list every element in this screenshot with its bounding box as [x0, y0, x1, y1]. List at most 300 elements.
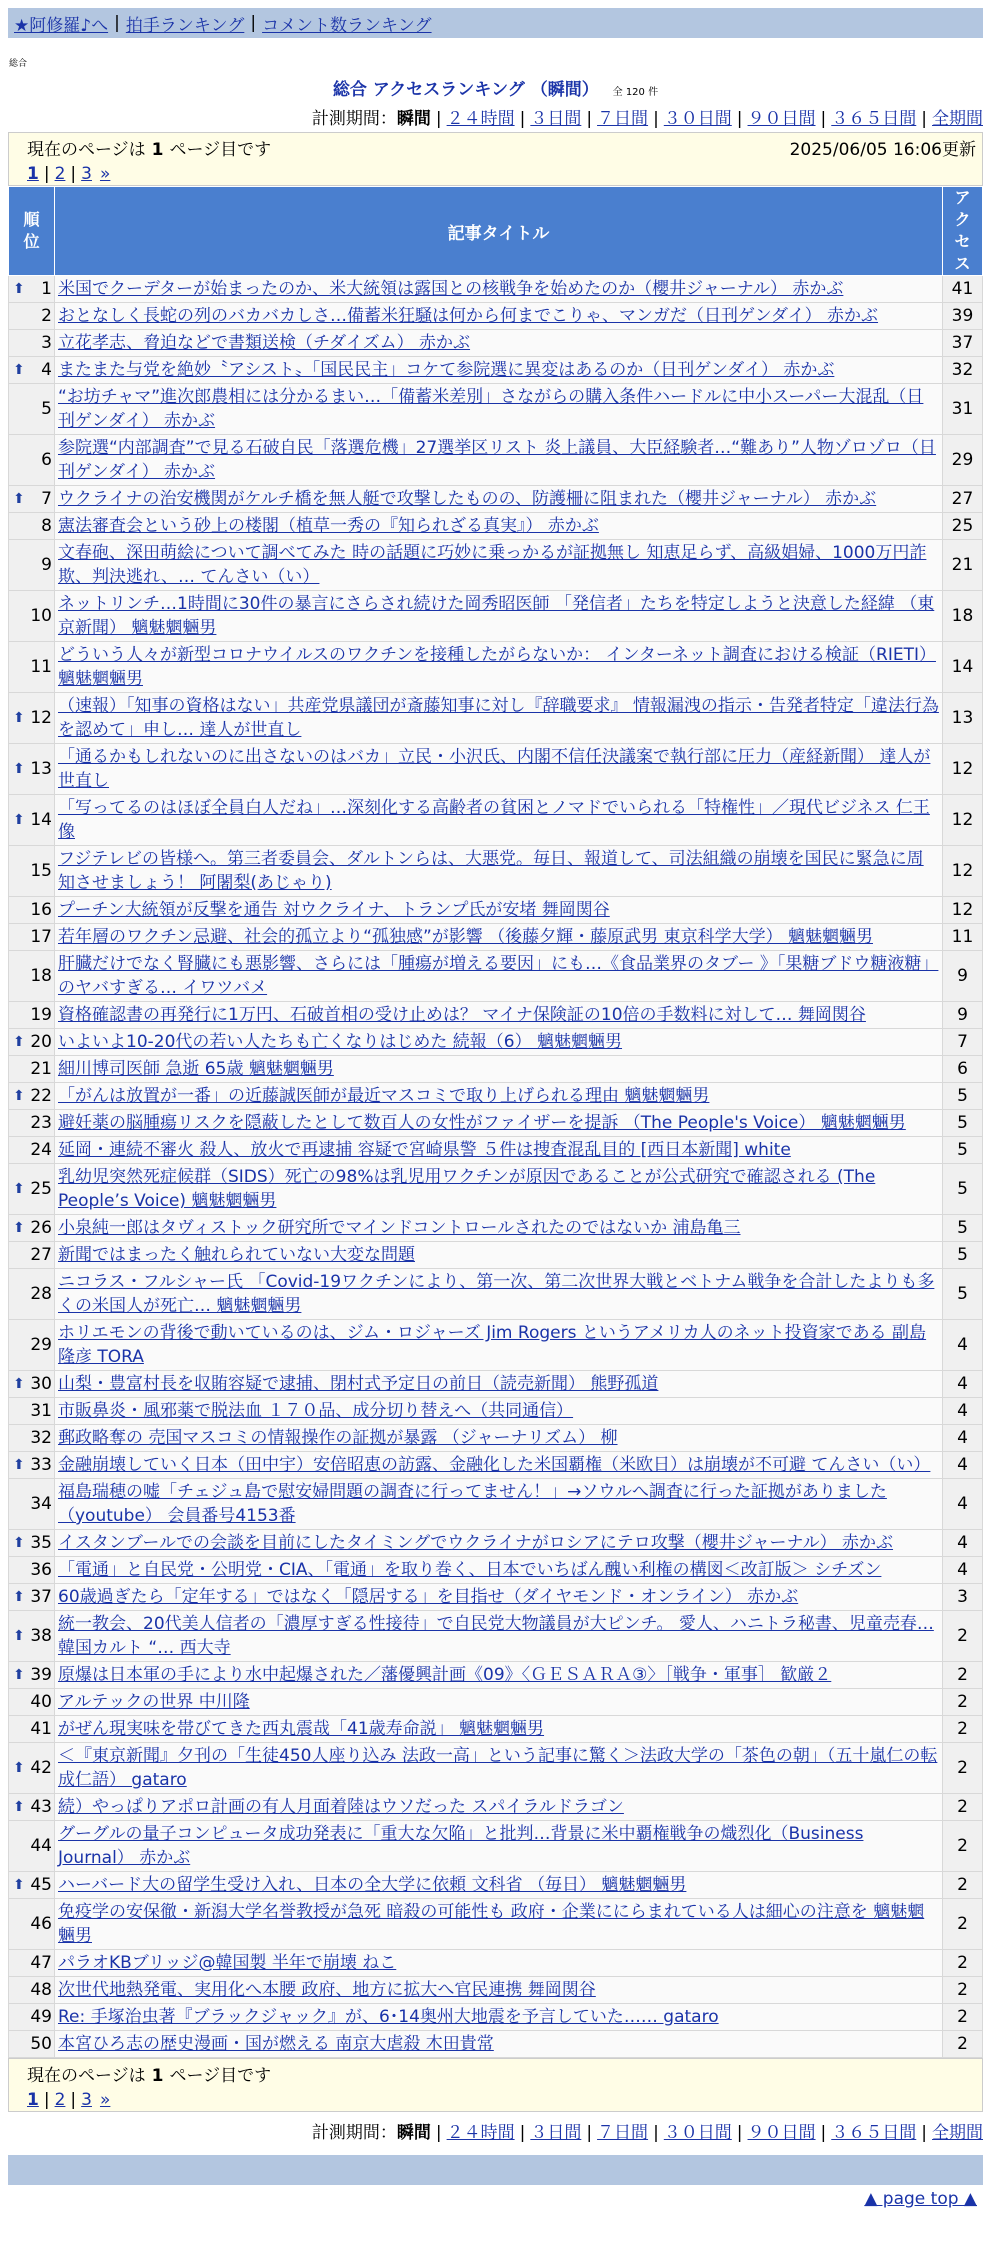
rank-number: 3: [41, 333, 52, 353]
title-cell: [55, 1662, 943, 1689]
access-count: 11: [943, 924, 983, 951]
rank-number: 32: [30, 1428, 52, 1448]
rank-cell: [9, 1215, 55, 1242]
article-title-link[interactable]: 若年層のワクチン忌避、社会的孤立より“孤独感”が影響 （後藤夕輝・藤原武男 東京科学大学） 魑魅魍魎男: [58, 927, 873, 947]
access-count: 13: [943, 693, 983, 744]
rank-cell: [9, 642, 55, 693]
rank-cell: [9, 1164, 55, 1215]
title-cell: [55, 1452, 943, 1479]
article-title-link[interactable]: 文春砲、深田萌絵について調べてみた 時の話題に巧妙に乗っかるが証拠無し 知恵足らず、高級娼婦、1000万円詐欺、判決逃れ、… てんさい（い）: [58, 543, 927, 587]
access-count: 12: [943, 795, 983, 846]
rank-number: 24: [30, 1140, 52, 1160]
table-row: [9, 357, 983, 384]
access-count: 27: [943, 486, 983, 513]
applause-ranking-link[interactable]: 拍手ランキング: [125, 15, 245, 36]
period-separator: |: [653, 2123, 659, 2143]
title-cell: [55, 1029, 943, 1056]
table-row: [9, 1110, 983, 1137]
period-option-link[interactable]: ３日間: [530, 109, 582, 129]
article-title-link[interactable]: ＜『東京新聞』夕刊の「生徒450人座り込み 法政一高」という記事に驚く＞法政大学の「茶色の朝」（五十嵐仁の転成仁語） gataro: [58, 1746, 938, 1790]
access-count: 12: [943, 744, 983, 795]
access-count: 18: [943, 591, 983, 642]
ranking-table: [8, 186, 983, 2058]
table-row: [9, 1872, 983, 1899]
title-cell: [55, 1083, 943, 1110]
table-row: [9, 1530, 983, 1557]
access-count: 4: [943, 1479, 983, 1530]
table-row: [9, 1137, 983, 1164]
rank-cell: [9, 486, 55, 513]
rank-cell: [9, 795, 55, 846]
article-title-link[interactable]: アルテックの世界 中川隆: [58, 1692, 250, 1712]
rank-number: 29: [30, 1335, 52, 1355]
article-title-link[interactable]: プーチン大統領が反撃を通告 対ウクライナ、トランプ氏が安堵 舞岡関谷: [58, 900, 610, 920]
table-row: [9, 924, 983, 951]
article-title-link[interactable]: いよいよ10-20代の若い人たちも亡くなりはじめた 続報（6） 魑魅魍魎男: [58, 1032, 623, 1052]
rank-cell: [9, 1662, 55, 1689]
rank-cell: [9, 1002, 55, 1029]
period-label: 計測期間：: [311, 109, 397, 129]
title-cell: [55, 1479, 943, 1530]
title-cell: [55, 846, 943, 897]
up-arrow-icon: ⬆: [13, 761, 25, 777]
title-cell: [55, 1872, 943, 1899]
article-title-link[interactable]: 資格確認書の再発行に1万円、石破首相の受け止めは？ マイナ保険証の10倍の手数料に対して… 舞岡関谷: [58, 1005, 866, 1025]
table-row: [9, 2031, 983, 2058]
access-count: 4: [943, 1320, 983, 1371]
comment-ranking-link[interactable]: コメント数ランキング: [262, 15, 432, 36]
table-row: [9, 693, 983, 744]
nav-separator: |: [114, 13, 120, 33]
title-cell: [55, 951, 943, 1002]
table-row: [9, 276, 983, 303]
access-count: 4: [943, 1452, 983, 1479]
page-link-2[interactable]: 2: [54, 164, 66, 184]
access-count: 21: [943, 540, 983, 591]
access-count: 9: [943, 1002, 983, 1029]
access-count: 2: [943, 1611, 983, 1662]
access-count: 2: [943, 1872, 983, 1899]
article-title-link[interactable]: 「がんは放置が一番」の近藤誠医師が最近マスコミで取り上げられる理由 魑魅魍魎男: [58, 1086, 710, 1106]
rank-cell: [9, 1794, 55, 1821]
title-cell: [55, 1371, 943, 1398]
period-separator: |: [586, 2123, 593, 2143]
period-option-link[interactable]: ３日間: [530, 2123, 582, 2143]
rank-number: 5: [41, 399, 52, 419]
title-cell: [55, 1689, 943, 1716]
access-count: 4: [943, 1371, 983, 1398]
next-page-link[interactable]: »: [99, 2090, 111, 2110]
rank-number: 16: [30, 900, 52, 920]
rank-cell: [9, 897, 55, 924]
period-separator: |: [519, 2123, 526, 2143]
table-row: [9, 384, 983, 435]
article-title-link[interactable]: 市販鼻炎・風邪薬で脱法血 １７０品、成分切り替えへ（共同通信）: [58, 1401, 574, 1421]
article-title-link[interactable]: （速報）「知事の資格はない」共産党県議団が斎藤知事に対し『辞職要求』 情報漏洩の指示・告発者特定「違法行為を認めて」申し… 達人が世直し: [58, 696, 939, 740]
table-row: [9, 951, 983, 1002]
rank-number: 15: [30, 861, 52, 881]
period-option-link[interactable]: ９０日間: [747, 109, 816, 129]
rank-number: 34: [30, 1494, 52, 1514]
access-count: 2: [943, 1821, 983, 1872]
rank-number: 37: [30, 1587, 52, 1607]
title-cell: [55, 744, 943, 795]
title-cell: [55, 540, 943, 591]
article-title-link[interactable]: 細川博司医師 急逝 65歳 魑魅魍魎男: [58, 1059, 334, 1079]
access-count: 2: [943, 1950, 983, 1977]
title-cell: [55, 924, 943, 951]
rank-cell: [9, 924, 55, 951]
rank-cell: [9, 1452, 55, 1479]
rank-number: 36: [30, 1560, 52, 1580]
period-option-link[interactable]: ３０日間: [663, 109, 732, 129]
rank-cell: [9, 1530, 55, 1557]
article-title-link[interactable]: 米国でクーデターが始まったのか、米大統領は露国との核戦争を始めたのか（櫻井ジャーナル） 赤かぶ: [58, 279, 844, 299]
article-title-link[interactable]: 山梨・豊富村長を収賄容疑で逮捕、閉村式予定日の前日（読売新聞） 熊野孤道: [58, 1374, 659, 1394]
period-option-link[interactable]: ３６５日間: [831, 2123, 917, 2143]
rank-number: 30: [30, 1374, 52, 1394]
table-row: [9, 1479, 983, 1530]
period-option-link[interactable]: ９０日間: [747, 2123, 816, 2143]
up-arrow-icon: ⬆: [13, 1457, 25, 1473]
rank-number: 48: [30, 1980, 52, 2000]
table-row: [9, 435, 983, 486]
article-title-link[interactable]: 免疫学の安保徹・新潟大学名誉教授が急死 暗殺の可能性も 政府・企業ににらまれている人は細心の注意を 魑魅魍魎男: [58, 1902, 925, 1946]
total-count: 全 120 件: [612, 87, 659, 98]
period-separator: |: [921, 109, 927, 129]
title-cell: [55, 1242, 943, 1269]
title-cell: [55, 330, 943, 357]
rank-number: 9: [41, 555, 52, 575]
article-title-link[interactable]: 原爆は日本軍の手により水中起爆された／藩優興計画《09》〈ＧＥＳＡＲＡ③〉［戦争・軍事］ 歓厳２: [58, 1665, 832, 1685]
access-header: アクセス: [943, 187, 983, 276]
article-title-link[interactable]: フジテレビの皆様へ。第三者委員会、ダルトンらは、大悪党。毎日、報道して、司法組織の崩壊を国民に緊急に周知させましょう！ 阿闍梨(あじゃり): [58, 849, 924, 893]
period-option-link[interactable]: ３６５日間: [831, 109, 917, 129]
access-count: 12: [943, 897, 983, 924]
table-row: [9, 330, 983, 357]
title-cell: [55, 1110, 943, 1137]
page-title: 総合 アクセスランキング （瞬間）: [332, 80, 599, 100]
table-row: [9, 1242, 983, 1269]
rank-cell: [9, 744, 55, 795]
article-title-link[interactable]: 続）やっぱりアポロ計画の有人月面着陸はウソだった スパイラルドラゴン: [58, 1797, 624, 1817]
article-title-link[interactable]: パラオKBブリッジ@韓国製 半年で崩壊 ねこ: [58, 1953, 397, 1973]
rank-number: 45: [30, 1875, 52, 1895]
pagination-separator: |: [70, 164, 77, 184]
up-arrow-icon: ⬆: [13, 1535, 25, 1551]
table-row: [9, 1056, 983, 1083]
title-header: 記事タイトル: [55, 187, 943, 276]
table-row: [9, 1611, 983, 1662]
rank-cell: [9, 1110, 55, 1137]
article-title-link[interactable]: 次世代地熱発電、実用化へ本腰 政府、地方に拡大へ官民連携 舞岡関谷: [58, 1980, 596, 2000]
article-title-link[interactable]: 避妊薬の脳腫瘍リスクを隠蔽したとして数百人の女性がファイザーを提訴 （The People's Voice） 魑魅魍魎男: [58, 1113, 906, 1133]
article-title-link[interactable]: 「電通」と自民党・公明党・CIA、「電通」を取り巻く、日本でいちばん醜い利権の構図＜改訂版＞ シチズン: [58, 1560, 882, 1580]
rank-number: 43: [30, 1797, 52, 1817]
up-arrow-icon: ⬆: [13, 362, 25, 378]
period-selector-bottom: [0, 2118, 983, 2143]
article-title-link[interactable]: がぜん現実味を帯びてきた西丸震哉「41歳寿命説」 魑魅魍魎男: [58, 1719, 545, 1739]
period-option-link[interactable]: ２４時間: [446, 2123, 515, 2143]
rank-cell: [9, 435, 55, 486]
table-row: [9, 642, 983, 693]
article-title-link[interactable]: 立花孝志、脅迫などで書類送検（チダイズム） 赤かぶ: [58, 333, 471, 353]
table-row: [9, 1002, 983, 1029]
rank-number: 41: [30, 1719, 52, 1739]
title-cell: [55, 1584, 943, 1611]
table-row: [9, 1899, 983, 1950]
pager-text-after: ページ目です: [169, 2066, 272, 2086]
rank-header: 順位: [9, 187, 55, 276]
pager-current-page: 1: [151, 2066, 164, 2086]
access-count: 5: [943, 1215, 983, 1242]
article-title-link[interactable]: ホリエモンの背後で動いているのは、ジム・ロジャーズ Jim Rogers というアメリカ人のネット投資家である 副島隆彦 TORA: [58, 1323, 927, 1367]
next-page-link[interactable]: »: [99, 164, 111, 184]
bottom-bar: [8, 2155, 983, 2209]
access-count: 5: [943, 1137, 983, 1164]
top-nav-bar: [8, 8, 983, 38]
page-link-3[interactable]: 3: [81, 2090, 92, 2110]
table-row: [9, 1716, 983, 1743]
access-count: 2: [943, 1689, 983, 1716]
article-title-link[interactable]: 郵政略奪の 売国マスコミの情報操作の証拠が暴露 （ジャーナリズム） 柳: [58, 1428, 618, 1448]
rank-number: 44: [30, 1836, 52, 1856]
table-row: [9, 486, 983, 513]
access-count: 5: [943, 1110, 983, 1137]
title-cell: [55, 384, 943, 435]
article-title-link[interactable]: 参院選“内部調査”で見る石破自民「落選危機」27選挙区リスト 炎上議員、大臣経験者…“難あり”人物ゾロゾロ（日刊ゲンダイ） 赤かぶ: [58, 438, 936, 482]
article-title-link[interactable]: 乳幼児突然死症候群（SIDS）死亡の98%は乳児用ワクチンが原因であることが公式研究で確認される (The People’s Voice) 魑魅魍魎男: [58, 1167, 876, 1211]
period-selector-top: [0, 104, 983, 129]
rank-cell: [9, 1029, 55, 1056]
period-option-link[interactable]: 全期間: [932, 109, 983, 129]
rank-cell: [9, 1269, 55, 1320]
title-cell: [55, 1425, 943, 1452]
table-row: [9, 1083, 983, 1110]
rank-number: 25: [30, 1179, 52, 1199]
article-title-link[interactable]: ウクライナの治安機関がケルチ橋を無人艇で攻撃したものの、防護柵に阻まれた（櫻井ジャーナル） 赤かぶ: [58, 489, 877, 509]
rank-number: 8: [41, 516, 52, 536]
rank-cell: [9, 951, 55, 1002]
pager-text-before: 現在のページは: [27, 2066, 146, 2086]
rank-number: 21: [30, 1059, 52, 1079]
rank-cell: [9, 1584, 55, 1611]
rank-number: 20: [30, 1032, 52, 1052]
period-option-link[interactable]: ３０日間: [663, 2123, 732, 2143]
rank-number: 46: [30, 1914, 52, 1934]
title-cell: [55, 357, 943, 384]
table-row: [9, 744, 983, 795]
up-arrow-icon: ⬆: [13, 710, 25, 726]
rank-cell: [9, 1557, 55, 1584]
access-count: 32: [943, 357, 983, 384]
table-row: [9, 1662, 983, 1689]
access-count: 4: [943, 1530, 983, 1557]
rank-number: 47: [30, 1953, 52, 1973]
period-option-link[interactable]: ７日間: [597, 109, 649, 129]
access-count: 2: [943, 1794, 983, 1821]
rank-number: 31: [30, 1401, 52, 1421]
up-arrow-icon: ⬆: [13, 491, 25, 507]
table-row: [9, 591, 983, 642]
table-row: [9, 1269, 983, 1320]
rank-cell: [9, 1320, 55, 1371]
rank-cell: [9, 330, 55, 357]
access-count: 41: [943, 276, 983, 303]
up-arrow-icon: ⬆: [13, 1877, 25, 1893]
pagination-separator: |: [70, 2090, 77, 2110]
article-title-link[interactable]: ハーバード大の留学生受け入れ、日本の全大学に依頼 文科省 （毎日） 魑魅魍魎男: [58, 1875, 687, 1895]
rank-number: 14: [30, 810, 52, 830]
rank-cell: [9, 1716, 55, 1743]
table-row: [9, 795, 983, 846]
table-row: [9, 1821, 983, 1872]
table-row: [9, 1398, 983, 1425]
rank-number: 23: [30, 1113, 52, 1133]
page-link-2[interactable]: 2: [54, 2090, 66, 2110]
table-row: [9, 1794, 983, 1821]
title-cell: [55, 1977, 943, 2004]
article-title-link[interactable]: 60歳過ぎたら「定年する」ではなく「隠居する」を目指せ（ダイヤモンド・オンライン） 赤かぶ: [58, 1587, 799, 1607]
article-title-link[interactable]: 「写ってるのはほぼ全員白人だね」…深刻化する高齢者の貧困とノマドでいられる「特権性」／現代ビジネス 仁王像: [58, 798, 930, 842]
title-cell: [55, 795, 943, 846]
table-row: [9, 1320, 983, 1371]
rank-cell: [9, 1425, 55, 1452]
table-row: [9, 1743, 983, 1794]
period-label: 計測期間：: [311, 2123, 397, 2143]
rank-cell: [9, 357, 55, 384]
period-separator: |: [820, 109, 827, 129]
article-title-link[interactable]: イスタンブールでの会談を目前にしたタイミングでウクライナがロシアにテロ攻撃（櫻井ジャーナル） 赤かぶ: [58, 1533, 894, 1553]
title-cell: [55, 1056, 943, 1083]
rank-cell: [9, 1743, 55, 1794]
home-link[interactable]: ★阿修羅♪へ: [14, 15, 109, 36]
up-arrow-icon: ⬆: [13, 1589, 25, 1605]
page-title-line: [0, 75, 991, 100]
period-option-link[interactable]: ２４時間: [446, 109, 515, 129]
article-title-link[interactable]: またまた与党を絶妙〝アシスト〟「国民民主」コケて参院選に異変はあるのか（日刊ゲンダイ） 赤かぶ: [58, 360, 835, 380]
access-count: 12: [943, 846, 983, 897]
article-title-link[interactable]: 小泉純一郎はタヴィストック研究所でマインドコントロールされたのではないか 浦島亀三: [58, 1218, 741, 1238]
pager-current-page: 1: [151, 140, 164, 160]
rank-cell: [9, 540, 55, 591]
rank-number: 40: [30, 1692, 52, 1712]
pagination: [27, 164, 982, 184]
pager-bottom: [8, 2058, 983, 2112]
table-row: [9, 2004, 983, 2031]
title-cell: [55, 642, 943, 693]
article-title-link[interactable]: 新聞ではまったく触れられていない大変な問題: [58, 1245, 415, 1265]
rank-number: 19: [30, 1005, 52, 1025]
up-arrow-icon: ⬆: [13, 1034, 25, 1050]
article-title-link[interactable]: 肝臓だけでなく腎臓にも悪影響、さらには「腫瘍が増える要因」にも…《食品業界のタブー 》「果糖ブドウ糖液糖」のヤバすぎる… イワツバメ: [58, 954, 939, 998]
period-option-link[interactable]: 全期間: [932, 2123, 983, 2143]
article-title-link[interactable]: 統一教会、20代美人信者の「濃厚すぎる性接待」で自民党大物議員が大ピンチ。 愛人、ハニトラ秘書、児童売春…韓国カルト “… 西大寺: [58, 1614, 934, 1658]
table-row: [9, 1584, 983, 1611]
table-row: [9, 1371, 983, 1398]
title-cell: [55, 2031, 943, 2058]
title-cell: [55, 1611, 943, 1662]
title-cell: [55, 1743, 943, 1794]
title-cell: [55, 2004, 943, 2031]
period-option-link[interactable]: ７日間: [597, 2123, 649, 2143]
pager-top: [8, 132, 983, 186]
title-cell: [55, 1950, 943, 1977]
page-top-link[interactable]: ▲ page top ▲: [864, 2189, 977, 2209]
article-title-link[interactable]: 本宮ひろ志の歴史漫画・国が燃える 南京大虐殺 木田貴常: [58, 2034, 494, 2054]
access-count: 5: [943, 1269, 983, 1320]
rank-cell: [9, 384, 55, 435]
article-title-link[interactable]: 金融崩壊していく日本（田中宇）安倍昭恵の訪露、金融化した米国覇権（米欧日）は崩壊が不可避 てんさい（い）: [58, 1455, 931, 1475]
period-separator: |: [586, 109, 593, 129]
page-link-1[interactable]: 1: [27, 164, 39, 184]
rank-number: 12: [30, 708, 52, 728]
article-title-link[interactable]: ニコラス・フルシャー氏 「Covid-19ワクチンにより、第一次、第二次世界大戦とベトナム戦争を合計したよりも多くの米国人が死亡… 魑魅魍魎男: [58, 1272, 935, 1316]
table-row: [9, 1164, 983, 1215]
nav-separator: |: [250, 13, 257, 33]
rank-number: 18: [30, 966, 52, 986]
rank-number: 42: [30, 1758, 52, 1778]
rank-number: 6: [41, 450, 52, 470]
rank-cell: [9, 1872, 55, 1899]
rank-cell: [9, 693, 55, 744]
rank-cell: [9, 1821, 55, 1872]
article-title-link[interactable]: グーグルの量子コンピュータ成功発表に「重大な欠陥」と批判…背景に米中覇権戦争の熾烈化（Business Journal） 赤かぶ: [58, 1824, 864, 1868]
access-count: 14: [943, 642, 983, 693]
access-count: 31: [943, 384, 983, 435]
access-count: 2: [943, 1716, 983, 1743]
rank-cell: [9, 276, 55, 303]
table-row: [9, 1452, 983, 1479]
access-count: 2: [943, 1977, 983, 2004]
title-cell: [55, 1269, 943, 1320]
rank-cell: [9, 1398, 55, 1425]
access-count: 2: [943, 1743, 983, 1794]
article-title-link[interactable]: ネットリンチ…1時間に30件の暴言にさらされ続けた岡秀昭医師 「発信者」たちを特定しようと決意した経緯 （東京新聞） 魑魅魍魎男: [58, 594, 935, 638]
access-count: 5: [943, 1242, 983, 1269]
article-title-link[interactable]: “お坊チャマ”進次郎農相には分かるまい…「備蓄米差別」さながらの購入条件ハードルに中小スーパー大混乱（日刊ゲンダイ） 赤かぶ: [58, 387, 924, 431]
access-count: 2: [943, 2004, 983, 2031]
page-link-3[interactable]: 3: [81, 164, 92, 184]
rank-number: 7: [41, 489, 52, 509]
period-separator: |: [736, 109, 743, 129]
article-title-link[interactable]: 福島瑞穂の嘘「チェジュ島で慰安婦問題の調査に行ってません！」→ソウルへ調査に行った証拠がありました（youtube） 会員番号4153番: [58, 1482, 887, 1526]
article-title-link[interactable]: 延岡・連続不審火 殺人、放火で再逮捕 容疑で宮崎県警 ５件は捜査混乱目的 [西日本新聞] white: [58, 1140, 791, 1160]
pager-text-before: 現在のページは: [27, 140, 146, 160]
article-title-link[interactable]: おとなしく長蛇の列のバカバカしさ…備蓄米狂騒は何から何までこりゃ、マンガだ（日刊ゲンダイ） 赤かぶ: [58, 306, 879, 326]
article-title-link[interactable]: 憲法審査会という砂上の楼閣（植草一秀の『知られざる真実』） 赤かぶ: [58, 516, 599, 536]
period-separator: |: [435, 2123, 442, 2143]
updated-timestamp: 2025/06/05 16:06更新: [789, 140, 976, 160]
access-count: 4: [943, 1398, 983, 1425]
title-cell: [55, 1398, 943, 1425]
access-count: 3: [943, 1584, 983, 1611]
rank-cell: [9, 591, 55, 642]
page-link-1[interactable]: 1: [27, 2090, 39, 2110]
table-row: [9, 897, 983, 924]
article-title-link[interactable]: Re: 手塚治虫著『ブラックジャック』が、6･14奥州大地震を予言していた…… gataro: [58, 2007, 719, 2027]
title-cell: [55, 435, 943, 486]
period-separator: |: [653, 109, 659, 129]
article-title-link[interactable]: どういう人々が新型コロナウイルスのワクチンを接種したがらないか： インターネット調査における検証（RIETI） 魑魅魍魎男: [58, 645, 936, 689]
rank-number: 2: [41, 306, 52, 326]
title-cell: [55, 513, 943, 540]
access-count: 5: [943, 1164, 983, 1215]
table-row: [9, 513, 983, 540]
article-title-link[interactable]: 「通るかもしれないのに出さないのはバカ」立民・小沢氏、内閣不信任決議案で執行部に圧力（産経新聞） 達人が世直し: [58, 747, 931, 791]
pager-status: [27, 2061, 982, 2086]
period-separator: |: [736, 2123, 743, 2143]
